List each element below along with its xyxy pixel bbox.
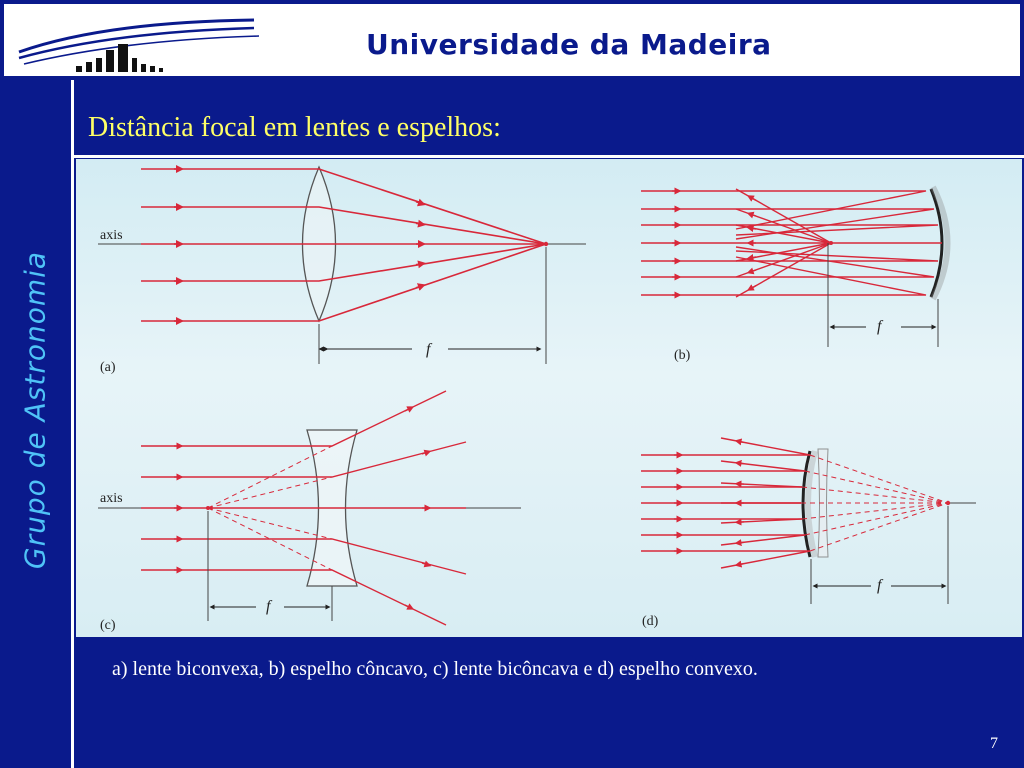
panel-b-concave-mirror: [641, 187, 948, 363]
panel-b-ray: [641, 225, 938, 235]
focal-length-diagram: [76, 159, 1022, 637]
panel-c-focal-label: f: [266, 598, 271, 615]
panel-c-ray: [141, 539, 466, 574]
panel-d-focal-label: f: [877, 577, 882, 594]
university-logo: [14, 14, 264, 76]
panel-a-ray: [141, 244, 546, 281]
institution-name: Universidade da Madeira: [366, 28, 772, 61]
panel-c-ray: [141, 442, 466, 477]
vertical-divider: [71, 80, 74, 768]
focal-length-figure: [76, 159, 1022, 637]
panel-a-focal-label: f: [426, 341, 431, 358]
panel-c-ray: [141, 391, 446, 446]
panel-a-biconvex-lens: [98, 167, 586, 375]
panel-a-ray: [141, 207, 546, 244]
panel-c-biconcave-lens: [98, 391, 521, 633]
panel-c-ray: [141, 570, 446, 625]
panel-b-ray: [641, 251, 938, 261]
panel-d-convex-mirror: [641, 438, 976, 629]
panel-d-tag: (d): [642, 614, 659, 629]
sidebar-group-name: Grupo de Astronomia: [18, 250, 52, 570]
panel-a-ray: [141, 244, 546, 321]
page-number: 7: [990, 735, 998, 752]
panel-b-ray: [641, 257, 926, 295]
slide-title: Distância focal em lentes e espelhos:: [88, 112, 501, 143]
panel-c-tag: (c): [100, 618, 116, 633]
panel-b-focal-label: f: [877, 318, 882, 335]
panel-c-axis-label: axis: [100, 491, 123, 506]
horizontal-divider: [71, 155, 1024, 158]
figure-caption: a) lente biconvexa, b) espelho côncavo, c) lente bicôncava e d) espelho convexo.: [112, 658, 758, 680]
panel-b-tag: (b): [674, 348, 691, 363]
panel-a-axis-label: axis: [100, 228, 123, 243]
panel-a-tag: (a): [100, 360, 116, 375]
panel-b-ray: [641, 191, 926, 229]
header-bar: [4, 4, 1020, 78]
